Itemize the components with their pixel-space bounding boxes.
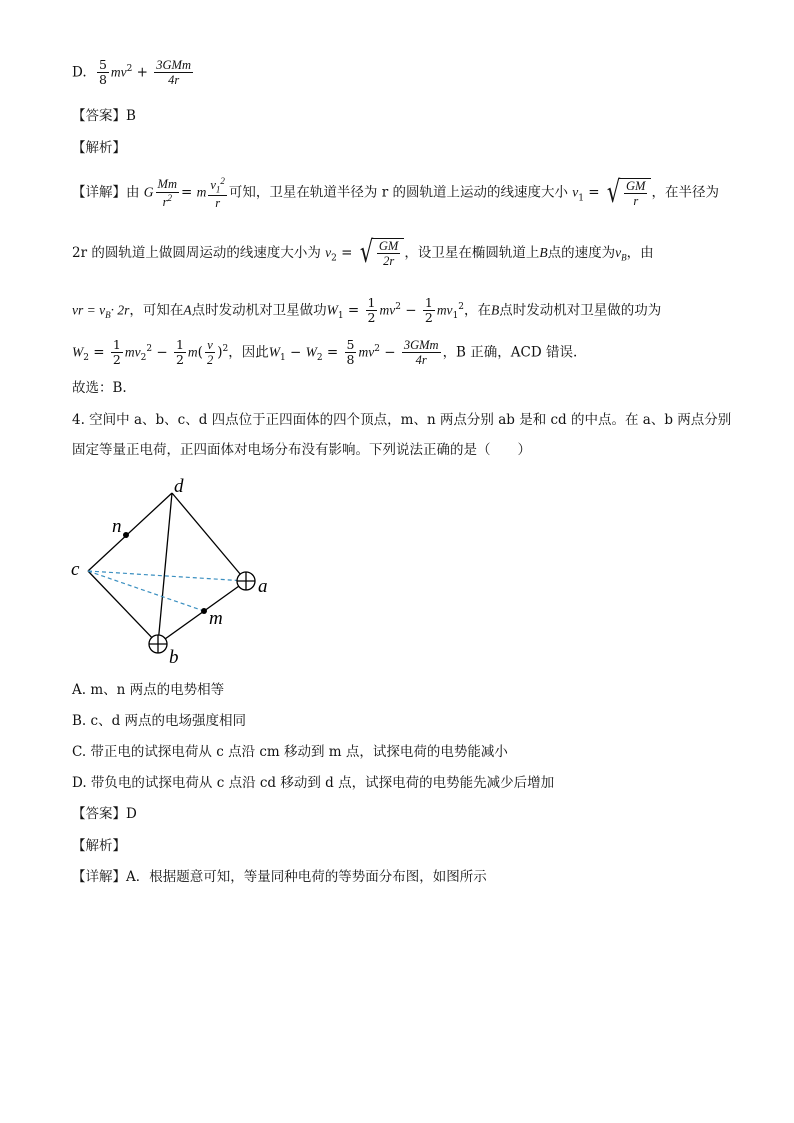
option-d: D. 带负电的试探电荷从 c 点沿 cd 移动到 d 点，试探电荷的电势能先减少后增加 [72,775,555,791]
label-d: d [174,476,184,497]
option-a: A. m、n 两点的电势相等 [72,682,225,698]
label-n: n [112,516,122,537]
edge-da [172,493,246,581]
analysis-heading-4: 【解析】 [72,838,126,854]
fraction: $\frac{\text{3GMm}}{4r}$ [156,58,191,88]
fraction: $\frac{Mm}{r^2}$ [157,177,177,209]
edge-db [158,493,172,644]
label-c: c [71,559,80,580]
positive-charge-a [237,572,255,590]
option-d-prev: D. $\frac{5}{8}$ $mv^2$ + $\frac{\text{3GMm}}{4r}$ [72,57,191,88]
dashed-edge-ca [88,571,246,581]
option-b: B. c、d 两点的电场强度相同 [72,713,246,729]
edge-cd [88,493,172,571]
detail-line-3: vr = $v_B\cdot 2r$，可知在A点时发动机对卫星做功$W_1$ = $\frac{1}{2}$ $mv^2$ − $\frac{1}{2}$ $mv_1^2$，在B点时发动机对卫星做的功为 [72,295,662,326]
label-b: b [169,647,179,668]
sqrt: √ $\frac{GM}{2r}$ [357,238,405,269]
detail-line-4a: 【详解】A．根据题意可知，等量同种电荷的等势面分布图，如图所示 [72,869,487,885]
answer-line: 【答案】B [72,108,136,124]
detail-line-2: 2r 的圆轨道上做圆周运动的线速度大小为 $v_2$ = √ $\frac{GM}{2r}$ ，设卫星在椭圆轨道上B点的速度为$v_B$，由 [72,235,654,270]
detail-line-1: 【详解】由 G $\frac{Mm}{r^2}$ = m $\frac{v_1^2}{r}$ 可知，卫星在轨道半径为 r 的圆轨道上运动的线速度大小 $v_1$ = √ $\frac{GM}{r}$ ，在半径为 [72,174,719,210]
option-c: C. 带正电的试探电荷从 c 点沿 cm 移动到 m 点，试探电荷的电势能减小 [72,744,508,760]
point-n [123,532,129,538]
fraction: $\frac{v_1^2}{r}$ [210,176,225,210]
fraction: $\frac{5}{8}$ [98,57,107,88]
detail-line-4: $W_2$ = $\frac{1}{2}$ $mv_2^2$ − $\frac{1}{2}$ m( $\frac{v}{2}$ )$^2$，因此$W_1 - W_2$ = $\frac{5}{8}$ $mv^2$ − $\frac{\text{3GMm}}{4r}$ ，B 正确，ACD 错误. [72,337,578,368]
question-4-line-2: 固定等量正电荷，正四面体对电场分布没有影响。下列说法正确的是（ ） [72,442,531,458]
positive-charge-b [149,635,167,653]
tetrahedron-figure [66,472,286,672]
analysis-heading: 【解析】 [72,140,126,156]
option-label: D. [72,64,87,81]
sqrt: √ $\frac{GM}{r}$ [604,178,652,209]
point-m [201,608,207,614]
edge-cb [88,571,158,644]
label-a: a [258,576,268,597]
answer-line-4: 【答案】D [72,806,137,822]
question-4-line-1: 4. 空间中 a、b、c、d 四点位于正四面体的四个顶点，m、n 两点分别 ab 是和 cd 的中点。在 a、b 两点分别 [72,412,732,428]
choice-line: 故选：B. [72,380,127,396]
label-m: m [209,608,223,629]
